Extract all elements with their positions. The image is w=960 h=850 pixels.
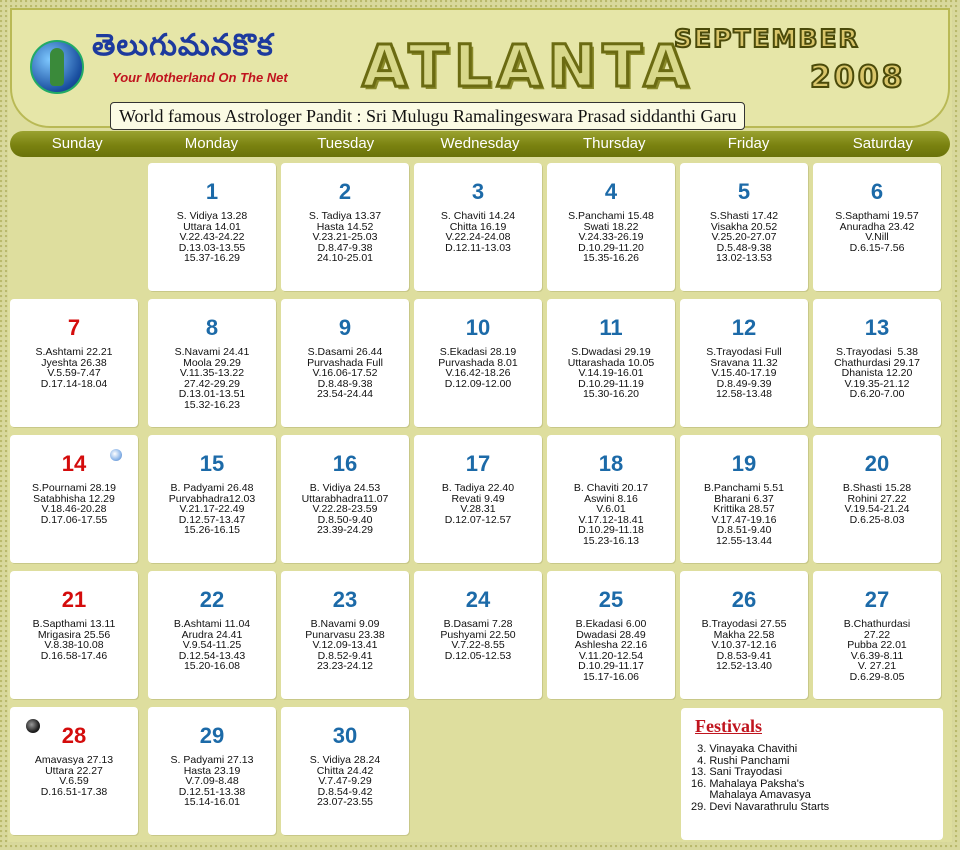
day-cell bbox=[10, 571, 138, 699]
day-cell bbox=[281, 163, 409, 291]
day-cell bbox=[10, 435, 138, 563]
day-cell bbox=[547, 435, 675, 563]
day-cell bbox=[680, 435, 808, 563]
day-cell bbox=[813, 163, 941, 291]
day-panchang-info: S.Sapthami 19.57 Anuradha 23.42 V.Nill D.6.15-7.56 bbox=[835, 210, 919, 254]
day-cell bbox=[281, 435, 409, 563]
festival-item: 16. Mahalaya Paksha's bbox=[691, 777, 805, 790]
day-cell bbox=[10, 299, 138, 427]
month-title: SEPTEMBER bbox=[674, 24, 860, 53]
day-panchang-info: B.Chathurdasi 27.22 Pubba 22.01 V.6.39-8.11 V. 27.21 D.6.29-8.05 bbox=[843, 618, 911, 683]
day-panchang-info: S.Dwadasi 29.19 Uttarashada 10.05 V.14.19-16.01 D.10.29-11.19 15.30-16.20 bbox=[567, 346, 655, 400]
day-cell bbox=[148, 299, 276, 427]
day-panchang-info: S.Ekadasi 28.19 Purvashada 8.01 V.16.42-18.26 D.12.09-12.00 bbox=[438, 346, 518, 390]
day-cell bbox=[547, 571, 675, 699]
day-number: 12 bbox=[731, 315, 757, 340]
day-cell bbox=[547, 163, 675, 291]
day-number: 5 bbox=[737, 179, 751, 204]
day-panchang-info: S. Vidiya 28.24 Chitta 24.42 V.7.47-9.29 D.8.54-9.42 23.07-23.55 bbox=[309, 754, 381, 808]
day-cell bbox=[148, 707, 276, 835]
day-number: 15 bbox=[199, 451, 225, 476]
day-cell bbox=[414, 571, 542, 699]
day-number: 19 bbox=[731, 451, 757, 476]
day-panchang-info: S.Panchami 15.48 Swati 18.22 V.24.33-26.19 D.10.29-11.20 15.35-16.26 bbox=[568, 210, 654, 264]
day-cell bbox=[813, 299, 941, 427]
weekday-monday: Monday bbox=[184, 135, 239, 152]
day-panchang-info: B.Shasti 15.28 Rohini 27.22 V.19.54-21.24 D.6.25-8.03 bbox=[842, 482, 912, 526]
weekday-header bbox=[10, 131, 950, 157]
day-cell bbox=[414, 299, 542, 427]
day-cell bbox=[10, 707, 138, 835]
day-panchang-info: Amavasya 27.13 Uttara 22.27 V.6.59 D.16.51-17.38 bbox=[34, 754, 114, 798]
day-cell bbox=[680, 163, 808, 291]
day-number: 17 bbox=[465, 451, 491, 476]
day-panchang-info: S.Shasti 17.42 Visakha 20.52 V.25.20-27.07 D.5.48-9.38 13.02-13.53 bbox=[709, 210, 779, 264]
new-moon-icon bbox=[26, 719, 40, 733]
day-panchang-info: B. Vidiya 24.53 Uttarabhadra11.07 V.22.28-23.59 D.8.50-9.40 23.39-24.29 bbox=[301, 482, 389, 536]
day-number: 26 bbox=[731, 587, 757, 612]
festivals-list bbox=[691, 744, 829, 813]
day-number: 21 bbox=[61, 587, 87, 612]
day-cell bbox=[680, 299, 808, 427]
day-number: 14 bbox=[61, 451, 87, 476]
day-number: 7 bbox=[67, 315, 81, 340]
festival-item: 13. Sani Trayodasi bbox=[691, 766, 783, 778]
day-number: 2 bbox=[338, 179, 352, 204]
day-number: 30 bbox=[332, 723, 358, 748]
weekday-thursday: Thursday bbox=[583, 135, 646, 152]
weekday-wednesday: Wednesday bbox=[440, 135, 520, 152]
day-cell bbox=[281, 571, 409, 699]
day-number: 8 bbox=[205, 315, 219, 340]
year-title: 2008 bbox=[810, 60, 906, 95]
day-panchang-info: S. Chaviti 14.24 Chitta 16.19 V.22.24-24.08 D.12.11-13.03 bbox=[440, 210, 516, 254]
astrologer-banner: World famous Astrologer Pandit : Sri Mulugu Ramalingeswara Prasad siddanthi Garu bbox=[110, 102, 745, 130]
day-cell bbox=[281, 707, 409, 835]
day-number: 25 bbox=[598, 587, 624, 612]
day-panchang-info: S.Ashtami 22.21 Jyeshta 26.38 V.5.59-7.47 D.17.14-18.04 bbox=[35, 346, 113, 390]
day-panchang-info: B. Tadiya 22.40 Revati 9.49 V.28.31 D.12.07-12.57 bbox=[441, 482, 515, 526]
day-number: 24 bbox=[465, 587, 491, 612]
day-panchang-info: B.Ashtami 11.04 Arudra 24.41 V.9.54-11.25 D.12.54-13.43 15.20-16.08 bbox=[173, 618, 251, 672]
day-number: 22 bbox=[199, 587, 225, 612]
globe-logo-icon bbox=[30, 40, 84, 94]
day-panchang-info: B.Dasami 7.28 Pushyami 22.50 V.7.22-8.55 D.12.05-12.53 bbox=[440, 618, 516, 662]
day-cell bbox=[414, 163, 542, 291]
day-cell bbox=[281, 299, 409, 427]
full-moon-icon bbox=[110, 449, 122, 461]
weekday-friday: Friday bbox=[727, 135, 770, 152]
weekday-tuesday: Tuesday bbox=[317, 135, 375, 152]
day-panchang-info: B.Ekadasi 6.00 Dwadasi 28.49 Ashlesha 22.16 V.11.20-12.54 D.10.29-11.17 15.17-16.06 bbox=[574, 618, 648, 683]
day-number: 29 bbox=[199, 723, 225, 748]
day-panchang-info: S.Navami 24.41 Moola 29.29 V.11.35-13.22 27.42-29.29 D.13.01-13.51 15.32-16.23 bbox=[174, 346, 250, 411]
day-cell bbox=[148, 435, 276, 563]
day-cell bbox=[148, 571, 276, 699]
day-cell bbox=[148, 163, 276, 291]
festivals-box bbox=[681, 708, 943, 840]
day-number: 11 bbox=[599, 315, 623, 340]
day-panchang-info: S. Padyami 27.13 Hasta 23.19 V.7.09-8.48 D.12.51-13.38 15.14-16.01 bbox=[170, 754, 254, 808]
site-logo-text[interactable]: తెలుగుమనకొక bbox=[92, 28, 274, 63]
day-number: 20 bbox=[864, 451, 890, 476]
day-number: 13 bbox=[864, 315, 890, 340]
day-number: 18 bbox=[598, 451, 624, 476]
day-panchang-info: S.Pournami 28.19 Satabhisha 12.29 V.18.46-20.28 D.17.06-17.55 bbox=[31, 482, 117, 526]
day-number: 1 bbox=[205, 179, 219, 204]
calendar-header bbox=[10, 8, 950, 128]
day-panchang-info: S.Trayodasi Full Sravana 11.32 V.15.40-17.19 D.8.49-9.39 12.58-13.48 bbox=[706, 346, 782, 400]
day-panchang-info: B. Padyami 26.48 Purvabhadra12.03 V.21.17-22.49 D.12.57-13.47 15.26-16.15 bbox=[168, 482, 256, 536]
city-title: ATLANTA bbox=[362, 32, 695, 100]
day-number: 27 bbox=[864, 587, 890, 612]
calendar-grid bbox=[10, 163, 950, 847]
day-panchang-info: S. Tadiya 13.37 Hasta 14.52 V.23.21-25.03 D.8.47-9.38 24.10-25.01 bbox=[308, 210, 382, 264]
day-number: 4 bbox=[604, 179, 618, 204]
day-number: 9 bbox=[338, 315, 352, 340]
day-number: 3 bbox=[471, 179, 485, 204]
festival-item: 29. Devi Navarathrulu Starts bbox=[691, 800, 830, 813]
day-number: 10 bbox=[465, 315, 491, 340]
day-panchang-info: S.Trayodasi 5.38 Chathurdasi 29.17 Dhanista 12.20 V.19.35-21.12 D.6.20-7.00 bbox=[834, 346, 920, 400]
festival-item: 4. Rushi Panchami bbox=[691, 754, 790, 767]
day-panchang-info: B.Panchami 5.51 Bharani 6.37 Krittika 28.57 V.17.47-19.16 D.8.51-9.40 12.55-13.44 bbox=[704, 482, 784, 547]
site-tagline: Your Motherland On The Net bbox=[112, 70, 288, 85]
day-number: 23 bbox=[332, 587, 358, 612]
weekday-saturday: Saturday bbox=[852, 135, 913, 152]
day-number: 6 bbox=[870, 179, 884, 204]
day-cell bbox=[547, 299, 675, 427]
day-panchang-info: S.Dasami 26.44 Purvashada Full V.16.06-17.52 D.8.48-9.38 23.54-24.44 bbox=[307, 346, 383, 400]
festival-item: 3. Vinayaka Chavithi bbox=[691, 743, 798, 755]
day-panchang-info: B.Trayodasi 27.55 Makha 22.58 V.10.37-12.16 D.8.53-9.41 12.52-13.40 bbox=[701, 618, 787, 672]
weekday-sunday: Sunday bbox=[51, 135, 103, 152]
day-number: 16 bbox=[332, 451, 358, 476]
day-panchang-info: S. Vidiya 13.28 Uttara 14.01 V.22.43-24.22 D.13.03-13.55 15.37-16.29 bbox=[176, 210, 248, 264]
day-panchang-info: B.Navami 9.09 Punarvasu 23.38 V.12.09-13.41 D.8.52-9.41 23.23-24.12 bbox=[305, 618, 385, 672]
day-number: 28 bbox=[61, 723, 87, 748]
day-cell bbox=[414, 435, 542, 563]
day-cell bbox=[813, 571, 941, 699]
day-panchang-info: B.Sapthami 13.11 Mrigasira 25.56 V.8.38-10.08 D.16.58-17.46 bbox=[32, 618, 116, 662]
day-cell bbox=[813, 435, 941, 563]
festival-item: Mahalaya Amavasya bbox=[691, 789, 811, 801]
day-panchang-info: B. Chaviti 20.17 Aswini 8.16 V.6.01 V.17.12-18.41 D.10.29-11.18 15.23-16.13 bbox=[573, 482, 649, 547]
day-cell bbox=[680, 571, 808, 699]
festivals-title: Festivals bbox=[695, 716, 762, 736]
